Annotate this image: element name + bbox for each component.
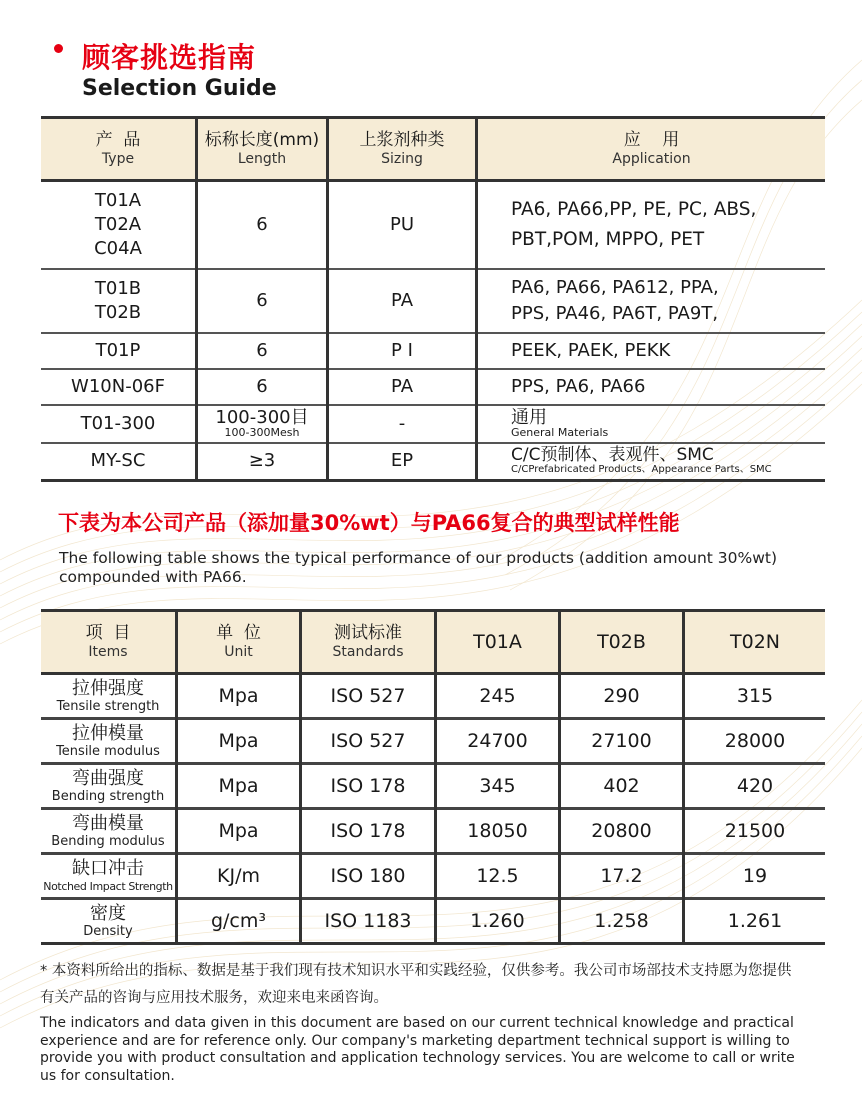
- footnote-cn: * 本资料所给出的指标、数据是基于我们现有技术知识水平和实践经验，仅供参考。我公司市场部技术支持愿为您提供有关产品的咨询与应用技术服务，欢迎来电来函咨询。: [40, 963, 792, 1006]
- t01a-value: 345: [436, 764, 560, 809]
- type-cell: T01B T02B: [41, 269, 197, 333]
- table-row: [41, 369, 825, 405]
- table-row: [41, 269, 825, 333]
- header-sizing-en: Sizing: [381, 151, 423, 167]
- item-cell: [41, 809, 177, 854]
- header-items-en: Items: [88, 644, 128, 660]
- t02n-value: 28000: [684, 719, 826, 764]
- table-row: [41, 764, 825, 809]
- item-cell: [41, 674, 177, 719]
- table-row: [41, 674, 825, 719]
- item-name-en: Density: [83, 923, 133, 939]
- header-t02b: T02B: [560, 611, 684, 674]
- t01a-value: 1.260: [436, 899, 560, 944]
- title-bullet-dot: [54, 44, 63, 53]
- performance-subtitle-cn: 下表为本公司产品（添加量30%wt）与PA66复合的典型试样性能: [58, 511, 680, 535]
- table-row: [41, 405, 825, 443]
- sizing-cell: PU: [328, 181, 477, 269]
- t02b-value: 290: [560, 674, 684, 719]
- type-cell: T01A T02A C04A: [94, 189, 142, 259]
- header-length-cn: 标称长度(mm): [204, 130, 320, 150]
- header-standards-en: Standards: [332, 644, 404, 660]
- header-sizing-cn: 上浆剂种类: [359, 130, 445, 150]
- header-standards: [301, 611, 436, 674]
- length-cell: 6: [197, 369, 328, 405]
- table-row: [41, 333, 825, 369]
- standard-cell: ISO 180: [301, 854, 436, 899]
- performance-subtitle-en: The following table shows the typical performance of our products (addition amount 30%wt) compounded with PA66.: [59, 549, 778, 586]
- standard-cell: ISO 178: [301, 809, 436, 854]
- item-name-cn: 弯曲强度: [72, 767, 144, 789]
- application-cell: PA6, PA66,PP, PE, PC, ABS, PBT,POM, MPPO, PET: [477, 181, 826, 269]
- performance-table: [41, 609, 825, 945]
- table-row: [41, 181, 825, 269]
- item-cell: [41, 764, 177, 809]
- length-cell: [197, 405, 328, 443]
- t01a-value: 24700: [436, 719, 560, 764]
- t02n-value: 21500: [684, 809, 826, 854]
- header-application-cn: 应 用: [623, 130, 680, 150]
- header-unit-en: Unit: [224, 644, 253, 660]
- selection-guide-table: [41, 116, 825, 482]
- header-standards-cn: 测试标准: [334, 623, 402, 643]
- header-type-cn: 产 品: [95, 130, 141, 150]
- t02n-value: 420: [684, 764, 826, 809]
- table-row: [41, 443, 825, 481]
- item-cell: [41, 719, 177, 764]
- length-cell: 6: [197, 333, 328, 369]
- application-cell: [477, 405, 826, 443]
- t02b-value: 27100: [560, 719, 684, 764]
- unit-cell: Mpa: [177, 719, 301, 764]
- header-t01a: T01A: [436, 611, 560, 674]
- item-name-en: Bending strength: [51, 788, 165, 804]
- header-type: [41, 118, 197, 181]
- standard-cell: ISO 1183: [301, 899, 436, 944]
- length-cell: ≥3: [197, 443, 328, 481]
- table-row: [41, 719, 825, 764]
- unit-cell: Mpa: [177, 809, 301, 854]
- t01a-value: 245: [436, 674, 560, 719]
- header-sizing: [328, 118, 477, 181]
- application-cell: [477, 443, 826, 481]
- t02n-value: 19: [684, 854, 826, 899]
- t02n-value: 1.261: [684, 899, 826, 944]
- standard-cell: ISO 178: [301, 764, 436, 809]
- header-application-en: Application: [612, 151, 691, 167]
- application-subtext: General Materials: [511, 425, 609, 439]
- sizing-cell: P I: [328, 333, 477, 369]
- unit-cell: Mpa: [177, 764, 301, 809]
- t01a-value: 18050: [436, 809, 560, 854]
- item-name-cn: 缺口冲击: [72, 857, 144, 879]
- length-value: 100-300目: [215, 406, 309, 428]
- t02b-value: 402: [560, 764, 684, 809]
- item-name-en: Notched Impact Strength: [43, 879, 173, 893]
- application-subtext: C/CPrefabricated Products、Appearance Parts、SMC: [511, 464, 772, 476]
- t02n-value: 315: [684, 674, 826, 719]
- item-name-cn: 密度: [90, 902, 126, 924]
- table-row: [41, 854, 825, 899]
- type-cell: W10N-06F: [41, 369, 197, 405]
- header-items: [41, 611, 177, 674]
- t01a-value: 12.5: [436, 854, 560, 899]
- unit-cell: Mpa: [177, 674, 301, 719]
- standard-cell: ISO 527: [301, 719, 436, 764]
- header-length: [197, 118, 328, 181]
- length-subtext: 100-300Mesh: [224, 425, 300, 439]
- sizing-cell: -: [328, 405, 477, 443]
- header-application: [477, 118, 826, 181]
- unit-cell: g/cm³: [177, 899, 301, 944]
- item-name-cn: 拉伸强度: [72, 677, 144, 699]
- header-unit-cn: 单 位: [216, 623, 261, 643]
- unit-cell: KJ/m: [177, 854, 301, 899]
- t02b-value: 1.258: [560, 899, 684, 944]
- header-items-cn: 项 目: [85, 623, 131, 643]
- item-cell: [41, 854, 177, 899]
- application-cell: PEEK, PAEK, PEKK: [477, 333, 826, 369]
- sizing-cell: EP: [328, 443, 477, 481]
- table-header-row: [41, 611, 825, 674]
- header-type-en: Type: [101, 151, 135, 167]
- application-cell: PPS, PA6, PA66: [477, 369, 826, 405]
- item-name-cn: 弯曲模量: [72, 812, 144, 834]
- header-unit: [177, 611, 301, 674]
- item-name-en: Bending modulus: [51, 833, 165, 849]
- type-cell: T01P: [41, 333, 197, 369]
- application-cell: PA6, PA66, PA612, PPA, PPS, PA46, PA6T, PA9T,: [477, 269, 826, 333]
- type-cell: T01-300: [41, 405, 197, 443]
- application-value: C/C预制体、表观件、SMC: [511, 445, 714, 466]
- page-title-en: Selection Guide: [82, 76, 277, 101]
- standard-cell: ISO 527: [301, 674, 436, 719]
- sizing-cell: PA: [328, 369, 477, 405]
- application-value: 通用: [511, 406, 547, 428]
- page-title-cn: 顾客挑选指南: [82, 41, 257, 74]
- t02b-value: 20800: [560, 809, 684, 854]
- header-t02n: T02N: [684, 611, 826, 674]
- table-header-row: [41, 118, 825, 181]
- item-name-en: Tensile strength: [56, 698, 160, 714]
- item-name-en: Tensile modulus: [56, 743, 160, 759]
- type-cell: MY-SC: [41, 443, 197, 481]
- table-row: [41, 899, 825, 944]
- t02b-value: 17.2: [560, 854, 684, 899]
- item-cell: [41, 899, 177, 944]
- item-name-cn: 拉伸模量: [72, 722, 144, 744]
- footnote-en: The indicators and data given in this document are based on our current technical knowledge and practical experience and are for reference only. Our company's marketing department technical support is willing to provide you with product consultation and application technology services. You are welcome to call or write us for consultation.: [40, 1015, 795, 1084]
- header-length-en: Length: [237, 151, 287, 167]
- table-row: [41, 809, 825, 854]
- length-cell: 6: [197, 181, 328, 269]
- length-cell: 6: [197, 269, 328, 333]
- sizing-cell: PA: [328, 269, 477, 333]
